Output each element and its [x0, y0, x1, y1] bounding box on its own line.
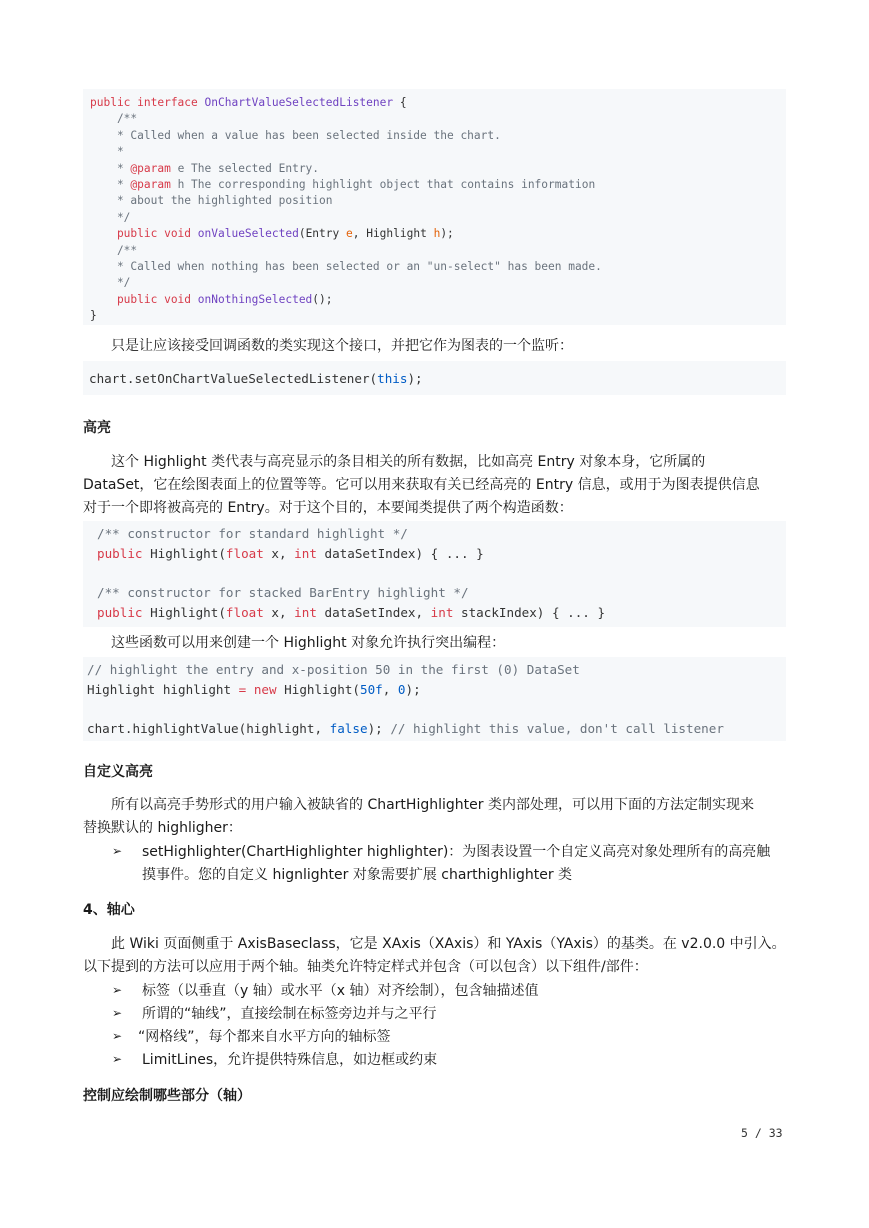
- heading-axis: 4、轴心: [83, 902, 135, 918]
- code-block-highlight-value: [83, 657, 786, 741]
- code-line: public void onNothingSelected();: [90, 292, 333, 306]
- code-line: * Called when nothing has been selected or an "un-select" has been made.: [90, 260, 602, 273]
- code-line: public void onValueSelected(Entry e, Highlight h);: [90, 227, 454, 241]
- code-line: /**: [90, 112, 138, 126]
- axis-bullet-limit-lines: LimitLines，允许提供特殊信息，如边框或约束: [142, 1052, 438, 1068]
- heading-highlight: 高亮: [83, 420, 111, 436]
- highlight-para-line-2: DataSet，它在绘图表面上的位置等等。它可以用来获取有关已经高亮的 Entry 信息，或用于为图表提供信息: [83, 477, 760, 493]
- code-line: chart.setOnChartValueSelectedListener(this);: [89, 371, 423, 386]
- code-line: */: [90, 276, 131, 290]
- code-line: */: [90, 210, 131, 224]
- custom-bullet-line-1: setHighlighter(ChartHighlighter highlighter)：为图表设置一个自定义高亮对象处理所有的高亮触: [142, 844, 771, 860]
- heading-custom-highlight: 自定义高亮: [83, 764, 153, 780]
- bullet-arrow-icon: ➢: [112, 1029, 123, 1043]
- highlight-para-line-1: 这个 Highlight 类代表与高亮显示的条目相关的所有数据，比如高亮 Entry 对象本身，它所属的: [111, 454, 706, 470]
- paragraph-create-highlight: 这些函数可以用来创建一个 Highlight 对象允许执行突出编程：: [111, 635, 506, 651]
- code-line: public interface OnChartValueSelectedListener {: [90, 96, 407, 109]
- code-line: * about the highlighted position: [90, 194, 333, 208]
- bullet-arrow-icon: ➢: [112, 844, 123, 858]
- code-line: // highlight the entry and x-position 50 in the first (0) DataSet: [87, 662, 580, 677]
- paragraph-listener-usage: 只是让应该接受回调函数的类实现这个接口，并把它作为图表的一个监听：: [111, 338, 573, 354]
- code-line: }: [90, 309, 97, 323]
- heading-control-axis-parts: 控制应绘制哪些部分（轴）: [83, 1088, 251, 1104]
- axis-para-line-1: 此 Wiki 页面侧重于 AxisBaseclass，它是 XAxis（XAxis）和 YAxis（YAxis）的基类。在 v2.0.0 中引入。: [111, 936, 786, 952]
- code-block-listener-interface: [83, 89, 786, 325]
- code-block-highlight-constructors: [83, 521, 786, 627]
- code-line: public Highlight(float x, int dataSetIndex) { ... }: [97, 545, 484, 561]
- custom-para-line-1: 所有以高亮手势形式的用户输入被缺省的 ChartHighlighter 类内部处理，可以用下面的方法定制实现来: [111, 797, 754, 813]
- page-number: 5 / 33: [741, 1126, 783, 1140]
- code-line: /** constructor for standard highlight */: [97, 526, 408, 541]
- bullet-arrow-icon: ➢: [112, 1006, 123, 1020]
- highlight-para-line-3: 对于一个即将被高亮的 Entry。对于这个目的，本要闻类提供了两个构造函数：: [83, 500, 573, 516]
- code-line: * @param h The corresponding highlight object that contains information: [90, 178, 596, 191]
- code-line: * Called when a value has been selected inside the chart.: [90, 128, 501, 142]
- code-line: /**: [90, 243, 138, 257]
- code-block-set-listener: [83, 361, 786, 395]
- code-line: public Highlight(float x, int dataSetIndex, int stackIndex) { ... }: [97, 604, 606, 620]
- custom-bullet-line-2: 摸事件。您的自定义 hignlighter 对象需要扩展 charthighlighter 类: [142, 867, 573, 883]
- axis-bullet-labels: 标签（以垂直（y 轴）或水平（x 轴）对齐绘制），包含轴描述值: [142, 983, 539, 999]
- code-line: Highlight highlight = new Highlight(50f, 0);: [87, 681, 421, 697]
- custom-para-line-2: 替换默认的 highligher：: [83, 820, 242, 836]
- code-line: *: [90, 145, 124, 159]
- bullet-arrow-icon: ➢: [112, 1052, 123, 1066]
- code-line: /** constructor for stacked BarEntry highlight */: [97, 585, 469, 601]
- code-line: * @param e The selected Entry.: [90, 161, 320, 175]
- axis-bullet-axis-line: 所谓的“轴线”，直接绘制在标签旁边并与之平行: [142, 1006, 437, 1022]
- axis-bullet-grid-lines: “网格线”，每个都来自水平方向的轴标签: [138, 1029, 391, 1045]
- axis-para-line-2: 以下提到的方法可以应用于两个轴。轴类允许特定样式并包含（可以包含）以下组件/部件：: [83, 959, 648, 975]
- bullet-arrow-icon: ➢: [112, 983, 123, 997]
- code-line: chart.highlightValue(highlight, false); // highlight this value, don't call listener: [87, 721, 724, 737]
